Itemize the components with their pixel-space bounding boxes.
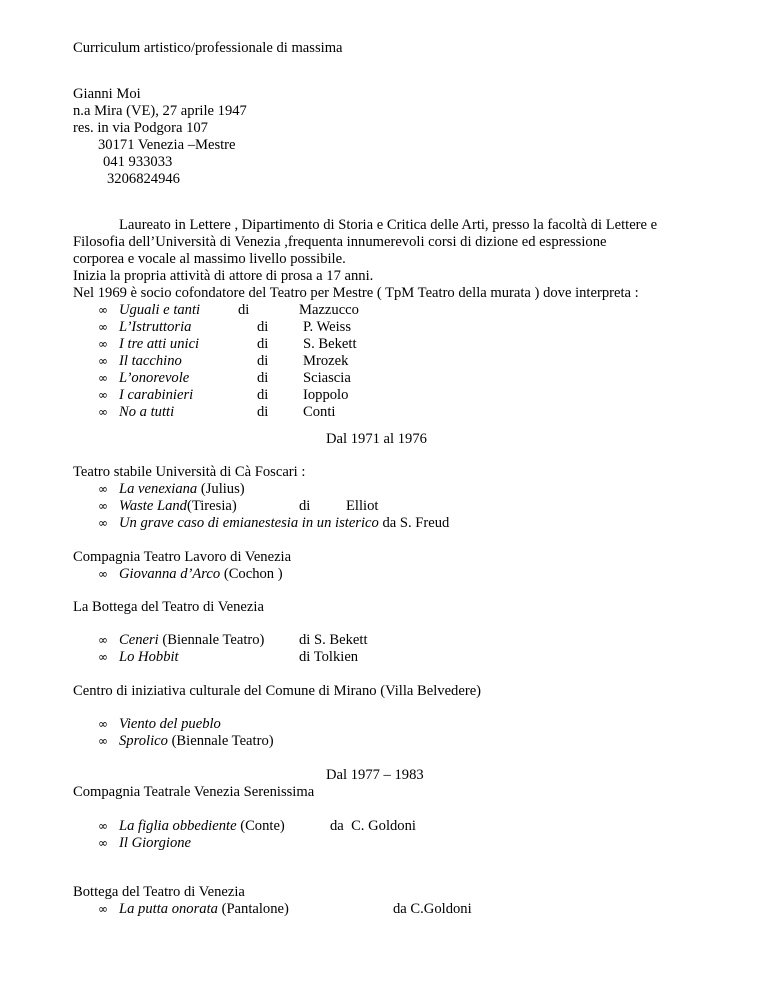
play-title: Waste Land bbox=[119, 498, 187, 514]
bullet-icon: ∞ bbox=[98, 482, 108, 496]
di-label: di bbox=[299, 498, 311, 514]
bullet-icon: ∞ bbox=[98, 734, 108, 748]
bullet-icon: ∞ bbox=[98, 320, 108, 334]
bullet-icon: ∞ bbox=[98, 567, 108, 581]
phone-number: 041 933033 bbox=[103, 154, 173, 170]
play-title: La putta onorata bbox=[119, 901, 218, 917]
play-title: Lo Hobbit bbox=[119, 649, 179, 665]
play-title: I tre atti unici bbox=[119, 336, 200, 352]
di-label: di bbox=[257, 319, 269, 335]
play-author: P. Weiss bbox=[303, 319, 352, 335]
venue-note: (Biennale Teatro) bbox=[167, 733, 274, 749]
intro-line-2: Filosofia dell’Università di Venezia ,frequenta innumerevoli corsi di dizione ed espressione bbox=[73, 234, 607, 250]
bullet-icon: ∞ bbox=[98, 303, 108, 317]
section-heading: Compagnia Teatro Lavoro di Venezia bbox=[73, 549, 292, 565]
play-author: di Tolkien bbox=[299, 649, 359, 665]
play-author: Elliot bbox=[346, 498, 379, 514]
author-note: da S. Freud bbox=[378, 515, 450, 531]
play-title: L’onorevole bbox=[119, 370, 190, 386]
city-line: 30171 Venezia –Mestre bbox=[98, 137, 236, 153]
bullet-icon: ∞ bbox=[98, 717, 108, 731]
bullet-icon: ∞ bbox=[98, 337, 108, 351]
intro-line-1: Laureato in Lettere , Dipartimento di Storia e Critica delle Arti, presso la facoltà di Lettere e bbox=[119, 217, 658, 233]
bullet-icon: ∞ bbox=[98, 819, 108, 833]
bullet-icon: ∞ bbox=[98, 836, 108, 850]
entry-line bbox=[119, 632, 264, 649]
role-note: (Tiresia) bbox=[186, 498, 237, 514]
play-title: La figlia obbediente bbox=[119, 818, 237, 834]
entry-line bbox=[119, 566, 283, 583]
play-title: Un grave caso di emianestesia in un isterico bbox=[119, 515, 379, 531]
bullet-icon: ∞ bbox=[98, 405, 108, 419]
play-author: Ioppolo bbox=[303, 387, 349, 403]
play-title: No a tutti bbox=[119, 404, 175, 420]
bullet-icon: ∞ bbox=[98, 516, 108, 530]
bullet-icon: ∞ bbox=[98, 499, 108, 513]
venue-note: (Biennale Teatro) bbox=[158, 632, 265, 648]
period-heading: Dal 1977 – 1983 bbox=[326, 767, 424, 783]
section-heading: Bottega del Teatro di Venezia bbox=[73, 884, 245, 900]
section-heading: Teatro stabile Università di Cà Foscari : bbox=[73, 464, 306, 480]
play-title: L’Istruttoria bbox=[119, 319, 192, 335]
bullet-icon: ∞ bbox=[98, 371, 108, 385]
di-label: di bbox=[257, 336, 269, 352]
entry-line bbox=[119, 481, 245, 498]
address-line: res. in via Podgora 107 bbox=[73, 120, 208, 136]
di-label: di bbox=[257, 404, 269, 420]
bullet-icon: ∞ bbox=[98, 650, 108, 664]
play-author: di S. Bekett bbox=[299, 632, 368, 648]
play-title: Giovanna d’Arco bbox=[119, 566, 221, 582]
entry-line bbox=[119, 515, 449, 532]
play-author: da C. Goldoni bbox=[330, 818, 416, 834]
play-title: Viento del pueblo bbox=[119, 716, 221, 732]
play-title: Il tacchino bbox=[119, 353, 182, 369]
play-title: Sprolico bbox=[119, 733, 168, 749]
play-title: Il Giorgione bbox=[119, 835, 192, 851]
play-author: S. Bekett bbox=[303, 336, 357, 352]
di-label: di bbox=[238, 302, 250, 318]
play-author: da C.Goldoni bbox=[393, 901, 472, 917]
role-note: (Cochon ) bbox=[220, 566, 283, 582]
section-heading: Centro di iniziativa culturale del Comune di Mirano (Villa Belvedere) bbox=[73, 683, 482, 699]
role-note: (Conte) bbox=[236, 818, 285, 834]
entry-line bbox=[119, 818, 285, 835]
document-title: Curriculum artistico/professionale di massima bbox=[73, 40, 343, 56]
di-label: di bbox=[257, 370, 269, 386]
play-author: Sciascia bbox=[303, 370, 351, 386]
entry-line bbox=[119, 901, 289, 918]
play-author: Mrozek bbox=[303, 353, 349, 369]
section-heading: La Bottega del Teatro di Venezia bbox=[73, 599, 264, 615]
play-author: Conti bbox=[303, 404, 336, 420]
birth-info: n.a Mira (VE), 27 aprile 1947 bbox=[73, 103, 247, 119]
bullet-icon: ∞ bbox=[98, 354, 108, 368]
bullet-icon: ∞ bbox=[98, 388, 108, 402]
play-title: Ceneri bbox=[119, 632, 159, 648]
person-name: Gianni Moi bbox=[73, 86, 141, 102]
section-heading: Compagnia Teatrale Venezia Serenissima bbox=[73, 784, 315, 800]
entry-line bbox=[119, 498, 237, 515]
mobile-number: 3206824946 bbox=[107, 171, 180, 187]
intro-line-3: corporea e vocale al massimo livello possibile. bbox=[73, 251, 346, 267]
di-label: di bbox=[257, 387, 269, 403]
entry-line bbox=[119, 733, 274, 750]
di-label: di bbox=[257, 353, 269, 369]
play-title: La venexiana bbox=[119, 481, 198, 497]
play-author: Mazzucco bbox=[299, 302, 359, 318]
period-heading: Dal 1971 al 1976 bbox=[326, 431, 427, 447]
role-note: (Pantalone) bbox=[217, 901, 289, 917]
intro-line-5: Nel 1969 è socio cofondatore del Teatro per Mestre ( TpM Teatro della murata ) dove interpreta : bbox=[73, 285, 639, 301]
play-title: I carabinieri bbox=[119, 387, 194, 403]
bullet-icon: ∞ bbox=[98, 633, 108, 647]
play-title: Uguali e tanti bbox=[119, 302, 201, 318]
intro-line-4: Inizia la propria attività di attore di prosa a 17 anni. bbox=[73, 268, 374, 284]
role-note: (Julius) bbox=[197, 481, 245, 497]
bullet-icon: ∞ bbox=[98, 902, 108, 916]
